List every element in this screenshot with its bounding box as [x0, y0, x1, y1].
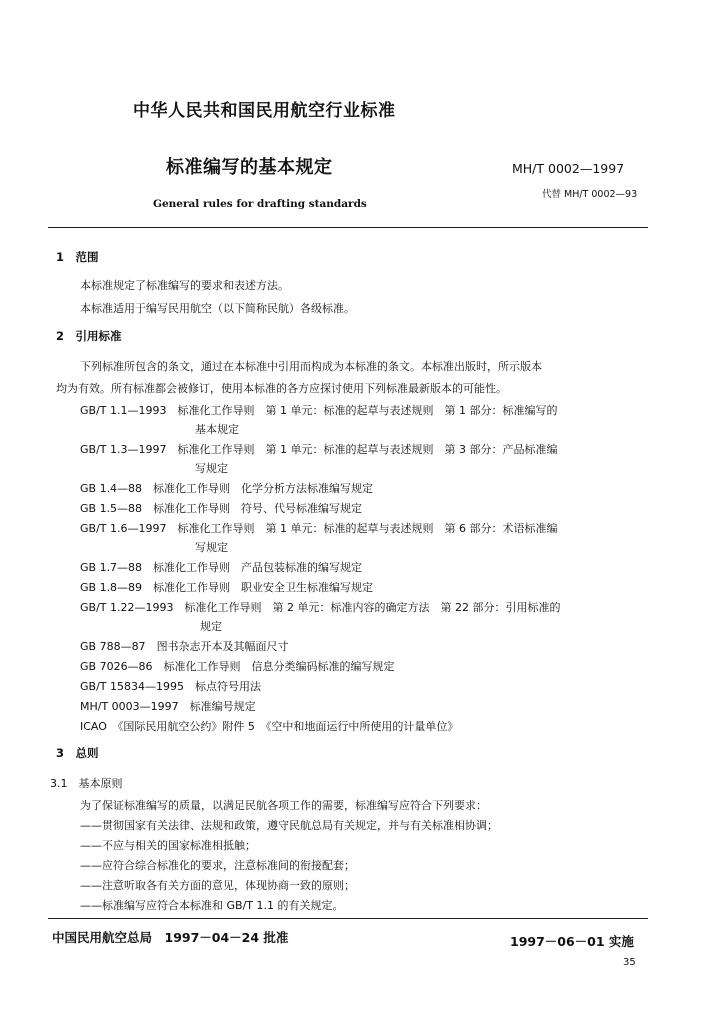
reference-code: GB 1.8—89 — [80, 581, 143, 594]
reference-title: 标准化工作导则 第 2 单元：标准内容的确定方法 第 22 部分：引用标准的 — [184, 601, 561, 614]
reference-title: 标准化工作导则 产品包装标准的编写规定 — [153, 561, 363, 574]
standard-code: MH/T 0002—1997 — [512, 161, 625, 176]
header-divider — [48, 227, 648, 228]
replaces-standard: 代替 MH/T 0002—93 — [542, 189, 638, 200]
reference-8 — [80, 599, 560, 615]
section-3-1-heading: 3.1 基本原则 — [50, 777, 123, 790]
english-title: General rules for drafting standards — [153, 198, 367, 210]
reference-6 — [80, 559, 362, 575]
section-1-heading: 1 范围 — [56, 250, 99, 264]
reference-5 — [80, 520, 557, 536]
reference-8-cont: 规定 — [200, 620, 222, 633]
reference-code: GB 1.4—88 — [80, 482, 143, 495]
reference-code: GB 1.5—88 — [80, 502, 143, 515]
reference-title: 标准化工作导则 信息分类编码标准的编写规定 — [163, 660, 395, 673]
reference-code: GB/T 15834—1995 — [80, 680, 184, 693]
reference-title: 图书杂志开本及其幅面尺寸 — [156, 640, 289, 653]
reference-4 — [80, 500, 362, 516]
reference-code: GB 7026—86 — [80, 660, 153, 673]
section-1-line-1: 本标准规定了标准编写的要求和表述方法。 — [80, 279, 289, 292]
section-2-heading: 2 引用标准 — [56, 329, 122, 343]
reference-title: 标准化工作导则 职业安全卫生标准编写规定 — [153, 581, 374, 594]
reference-title: 标准化工作导则 第 1 单元：标准的起草与表述规则 第 3 部分：产品标准编 — [177, 443, 558, 456]
reference-title: 标准化工作导则 化学分析方法标准编写规定 — [153, 482, 374, 495]
reference-10 — [80, 658, 395, 674]
requirement-item-1: ——贯彻国家有关法律、法规和政策，遵守民航总局有关规定，并与有关标准相协调； — [80, 819, 498, 832]
section-3-1-intro: 为了保证标准编写的质量，以满足民航各项工作的需要，标准编写应符合下列要求： — [80, 799, 487, 812]
reference-title: 《国际民用航空公约》附件 5 《空中和地面运行中所使用的计量单位》 — [117, 720, 459, 733]
reference-code: GB 788—87 — [80, 640, 146, 653]
reference-2 — [80, 441, 557, 457]
requirement-item-5: ——标准编写应符合本标准和 GB/T 1.1 的有关规定。 — [80, 899, 344, 912]
reference-title: 标准化工作导则 第 1 单元：标准的起草与表述规则 第 1 部分：标准编写的 — [177, 404, 558, 417]
reference-2-cont: 写规定 — [195, 462, 228, 475]
section-2-intro-1: 下列标准所包含的条文，通过在本标准中引用而构成为本标准的条文。本标准出版时，所示版本 — [80, 360, 542, 373]
reference-13 — [80, 718, 458, 734]
requirement-item-3: ——应符合综合标准化的要求，注意标准间的衔接配套； — [80, 859, 355, 872]
implementation-date: 1997－06－01 实施 — [510, 934, 634, 949]
reference-code: GB/T 1.22—1993 — [80, 601, 174, 614]
reference-3 — [80, 480, 373, 496]
reference-title: 标点符号用法 — [194, 680, 261, 693]
reference-code: ICAO — [80, 720, 107, 733]
section-3-heading: 3 总则 — [56, 746, 99, 760]
section-1-line-2: 本标准适用于编写民用航空（以下简称民航）各级标准。 — [80, 302, 355, 315]
reference-title: 标准化工作导则 第 1 单元：标准的起草与表述规则 第 6 部分：术语标准编 — [177, 522, 558, 535]
reference-title: 标准化工作导则 符号、代号标准编写规定 — [153, 502, 363, 515]
reference-code: GB/T 1.3—1997 — [80, 443, 167, 456]
reference-9 — [80, 638, 289, 654]
reference-code: GB/T 1.1—1993 — [80, 404, 167, 417]
footer-divider — [48, 918, 648, 919]
reference-5-cont: 写规定 — [195, 541, 228, 554]
section-2-intro-2: 均为有效。所有标准都会被修订，使用本标准的各方应探讨使用下列标准最新版本的可能性。 — [56, 382, 507, 395]
page-number: 35 — [623, 957, 636, 968]
reference-title: 标准编号规定 — [189, 700, 256, 713]
requirement-item-4: ——注意听取各有关方面的意见，体现协商一致的原则； — [80, 879, 355, 892]
reference-code: MH/T 0003—1997 — [80, 700, 179, 713]
issuer-approval: 中国民用航空总局 1997－04－24 批准 — [52, 930, 289, 945]
requirement-item-2: ——不应与相关的国家标准相抵触； — [80, 839, 256, 852]
reference-11 — [80, 678, 261, 694]
reference-12 — [80, 698, 256, 714]
reference-code: GB/T 1.6—1997 — [80, 522, 167, 535]
reference-7 — [80, 579, 373, 595]
reference-1-cont: 基本规定 — [195, 423, 239, 436]
reference-code: GB 1.7—88 — [80, 561, 143, 574]
issuing-organization: 中华人民共和国民用航空行业标准 — [133, 101, 396, 121]
reference-1 — [80, 402, 557, 418]
document-title: 标准编写的基本规定 — [166, 157, 333, 178]
